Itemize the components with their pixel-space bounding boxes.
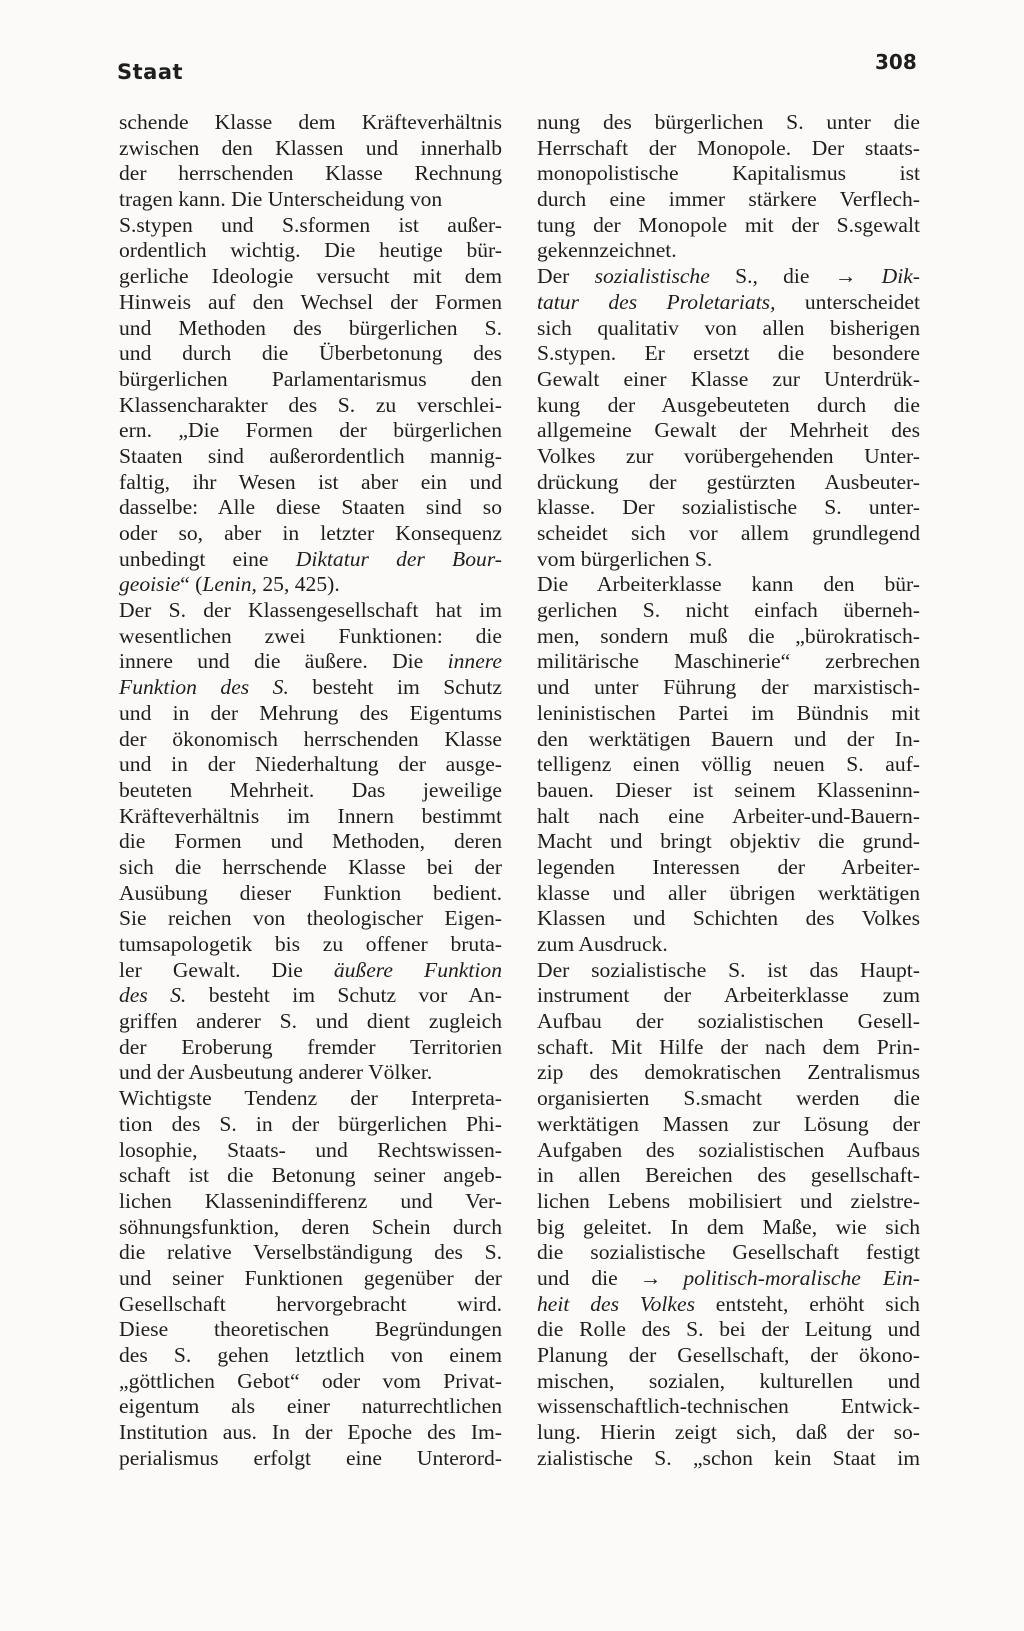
line-text: organisierten S.smacht werden die (537, 1086, 920, 1111)
line-text: 25, 425). (256, 572, 340, 597)
text-column-left (119, 110, 502, 1471)
text-line (537, 906, 920, 932)
text-line (119, 290, 502, 316)
line-text: Klassen und Schichten des Volkes (537, 906, 920, 931)
emphasis-text: des S. (119, 983, 187, 1008)
text-line (537, 1112, 920, 1138)
text-line (537, 1009, 920, 1035)
text-line (119, 752, 502, 778)
text-line (119, 547, 502, 573)
line-text: perialismus erfolgt eine Unterord- (119, 1445, 502, 1470)
text-line (537, 264, 920, 290)
text-line (537, 727, 920, 753)
line-text: Aufgaben des sozialistischen Aufbaus (537, 1137, 920, 1162)
line-text: telligenz einen völlig neuen S. auf- (537, 752, 920, 777)
text-line (537, 1394, 920, 1420)
text-line (119, 238, 502, 264)
line-text: gerliche Ideologie versucht mit dem (119, 264, 502, 289)
text-line (119, 136, 502, 162)
text-line (119, 778, 502, 804)
line-text: losophie, Staats- und Rechtswissen- (119, 1137, 502, 1162)
line-text: vom bürgerlichen S. (537, 546, 713, 571)
line-text: bauen. Dieser ist seinem Klasseninn- (537, 777, 920, 802)
line-text: den werktätigen Bauern und der In- (537, 726, 920, 751)
text-line (537, 983, 920, 1009)
line-text: klasse und aller übrigen werktätigen (537, 880, 920, 905)
text-line (537, 1343, 920, 1369)
line-text: des S. gehen letztlich von einem (119, 1343, 502, 1367)
text-line (537, 290, 920, 316)
line-text: griffen anderer S. und dient zugleich (119, 1009, 502, 1034)
text-line (537, 1266, 920, 1292)
line-text: schaft ist die Betonung seiner angeb- (119, 1163, 502, 1188)
text-line (119, 649, 502, 675)
text-line (119, 341, 502, 367)
text-line (537, 444, 920, 470)
line-text: schende Klasse dem Kräfteverhältnis (119, 110, 502, 134)
line-text: ler Gewalt. Die (119, 957, 334, 982)
text-line (119, 1394, 502, 1420)
line-text: wesentlichen zwei Funktionen: die (119, 623, 502, 648)
line-text: besteht im Schutz (288, 675, 502, 700)
text-line (537, 1086, 920, 1112)
text-line (119, 881, 502, 907)
line-text: bürgerlichen Parlamentarismus den (119, 366, 502, 391)
running-head: Staat (117, 60, 184, 84)
text-line (119, 367, 502, 393)
text-column-right (537, 110, 920, 1471)
line-text: Sie reichen von theologischer Eigen- (119, 906, 502, 931)
line-text: lichen Klassenindifferenz und Ver- (119, 1188, 502, 1213)
text-line (119, 161, 502, 187)
text-line (537, 418, 920, 444)
line-text: und der Ausbeutung anderer Völker. (119, 1060, 433, 1085)
line-text: ordentlich wichtig. Die heutige bür- (119, 238, 502, 263)
line-text: die Rolle des S. bei der Leitung und (537, 1317, 920, 1342)
line-text: und unter Führung der marxistisch- (537, 675, 920, 700)
line-text: Die Arbeiterklasse kann den bür- (537, 572, 920, 597)
text-line (537, 1163, 920, 1189)
line-text: tion des S. in der bürgerlichen Phi- (119, 1111, 502, 1136)
text-line (537, 1369, 920, 1395)
line-text: Macht und bringt objektiv die grund- (537, 829, 920, 854)
text-line (537, 187, 920, 213)
text-line (119, 804, 502, 830)
line-text: Institution aus. In der Epoche des Im- (119, 1420, 502, 1445)
emphasis-text: Dik- (881, 264, 920, 289)
line-text: Klassencharakter des S. zu verschlei- (119, 392, 502, 417)
line-text: men, sondern muß die „bürokratisch- (537, 623, 920, 648)
text-line (119, 1317, 502, 1343)
line-text: oder so, aber in letzter Konsequenz (119, 521, 502, 545)
text-line (119, 1215, 502, 1241)
text-line (119, 1060, 502, 1086)
emphasis-text: äußere Funktion (333, 957, 502, 982)
text-line (119, 1292, 502, 1318)
line-text: “ ( (180, 572, 203, 597)
text-line (537, 1060, 920, 1086)
text-line (119, 983, 502, 1009)
line-text: die relative Verselbständigung des S. (119, 1240, 502, 1265)
text-line (119, 1446, 502, 1472)
text-line (537, 624, 920, 650)
emphasis-text: Lenin, (202, 572, 257, 597)
text-line (119, 572, 502, 598)
text-line (119, 727, 502, 753)
line-text: dasselbe: Alle diese Staaten sind so (119, 495, 502, 520)
line-text: tragen kann. Die Unterscheidung von (119, 187, 443, 212)
line-text: klasse. Der sozialistische S. unter- (537, 495, 920, 520)
line-text: kung der Ausgebeuteten durch die (537, 392, 920, 417)
line-text: und durch die Überbetonung des (119, 341, 502, 366)
text-line (537, 547, 920, 573)
line-text: innere und die äußere. Die (119, 649, 448, 674)
line-text: monopolistische Kapitalismus ist (537, 161, 920, 186)
line-text: scheidet sich vor allem grundlegend (537, 521, 920, 545)
emphasis-text: heit des Volkes (537, 1291, 695, 1316)
text-line (119, 521, 502, 547)
line-text: ern. „Die Formen der bürgerlichen (119, 418, 502, 443)
line-text: werktätigen Massen zur Lösung der (537, 1111, 920, 1136)
text-line (537, 804, 920, 830)
text-line (119, 932, 502, 958)
line-text: nung des bürgerlichen S. unter die (537, 110, 920, 134)
line-text: zialistische S. „schon kein Staat im (537, 1445, 920, 1470)
emphasis-text: Diktatur der Bour- (295, 546, 502, 571)
line-text: und Methoden des bürgerlichen S. (119, 315, 502, 340)
text-line (537, 958, 920, 984)
text-line (537, 675, 920, 701)
text-line (119, 1009, 502, 1035)
line-text: zwischen den Klassen und innerhalb (119, 135, 502, 160)
line-text: durch eine immer stärkere Verflech- (537, 187, 920, 212)
text-line (537, 521, 920, 547)
text-line (119, 1343, 502, 1369)
line-text: besteht im Schutz vor An- (186, 983, 502, 1008)
text-line (537, 598, 920, 624)
text-line (537, 649, 920, 675)
text-line (537, 1215, 920, 1241)
line-text: beuteten Mehrheit. Das jeweilige (119, 777, 502, 802)
text-line (119, 829, 502, 855)
line-text: leninistischen Partei im Bündnis mit (537, 700, 920, 725)
text-line (537, 110, 920, 136)
line-text: und in der Mehrung des Eigentums (119, 700, 502, 725)
text-line (119, 1240, 502, 1266)
line-text: gekennzeichnet. (537, 238, 677, 263)
text-line (537, 495, 920, 521)
line-text: sich qualitativ von allen bisherigen (537, 315, 920, 340)
text-line (537, 136, 920, 162)
line-text: legenden Interessen der Arbeiter- (537, 854, 920, 879)
line-text: big geleitet. In dem Maße, wie sich (537, 1214, 920, 1239)
line-text: die Formen und Methoden, deren (119, 829, 502, 854)
text-line (537, 881, 920, 907)
text-line (119, 1086, 502, 1112)
text-line (119, 1420, 502, 1446)
line-text: der herrschenden Klasse Rechnung (119, 161, 502, 186)
text-line (119, 470, 502, 496)
emphasis-text: sozialistische (594, 264, 710, 289)
text-line (537, 238, 920, 264)
line-text: S., die → (709, 264, 882, 289)
line-text: faltig, ihr Wesen ist aber ein und (119, 469, 502, 494)
text-line (537, 778, 920, 804)
line-text: der Eroberung fremder Territorien (119, 1034, 502, 1059)
text-line (537, 1317, 920, 1343)
line-text: eigentum als einer naturrechtlichen (119, 1394, 502, 1419)
line-text: Herrschaft der Monopole. Der staats- (537, 135, 920, 160)
text-line (119, 701, 502, 727)
text-line (537, 855, 920, 881)
text-line (537, 316, 920, 342)
line-text: Wichtigste Tendenz der Interpreta- (119, 1086, 502, 1111)
text-line (537, 1240, 920, 1266)
text-line (119, 1138, 502, 1164)
text-line (119, 675, 502, 701)
text-line (119, 418, 502, 444)
text-line (537, 829, 920, 855)
line-text: Kräfteverhältnis im Innern bestimmt (119, 803, 502, 828)
line-text: in allen Bereichen des gesellschaft- (537, 1163, 920, 1188)
text-line (537, 470, 920, 496)
line-text: Volkes zur vorübergehenden Unter- (537, 443, 920, 468)
line-text: die sozialistische Gesellschaft festigt (537, 1240, 920, 1265)
text-line (119, 1035, 502, 1061)
line-text: wissenschaftlich-technischen Entwick- (537, 1394, 920, 1419)
page-number: 308 (875, 50, 917, 74)
text-line (537, 1292, 920, 1318)
line-text: militärische Maschinerie“ zerbrechen (537, 649, 920, 674)
line-text: gerlichen S. nicht einfach überneh- (537, 598, 920, 623)
line-text: sich die herrschende Klasse bei der (119, 854, 502, 879)
text-line (119, 393, 502, 419)
line-text: unterscheidet (775, 289, 920, 314)
text-line (537, 1420, 920, 1446)
line-text: Hinweis auf den Wechsel der Formen (119, 289, 502, 314)
emphasis-text: geoisie (119, 572, 181, 597)
emphasis-text: politisch-moralische Ein- (683, 1265, 920, 1290)
line-text: tumsapologetik bis zu offener bruta- (119, 932, 502, 956)
line-text: tung der Monopole mit der S.sgewalt (537, 212, 920, 237)
text-line (537, 1138, 920, 1164)
text-line (537, 367, 920, 393)
line-text: Gesellschaft hervorgebracht wird. (119, 1291, 502, 1316)
line-text: Gewalt einer Klasse zur Unterdrük- (537, 366, 920, 391)
line-text: mischen, sozialen, kulturellen und (537, 1368, 920, 1393)
text-line (119, 855, 502, 881)
line-text: zip des demokratischen Zentralismus (537, 1060, 920, 1085)
line-text: Staaten sind außerordentlich mannig- (119, 443, 502, 468)
line-text: allgemeine Gewalt der Mehrheit des (537, 418, 920, 443)
text-line (119, 316, 502, 342)
text-line (119, 444, 502, 470)
line-text: „göttlichen Gebot“ oder vom Privat- (119, 1368, 502, 1393)
line-text: Planung der Gesellschaft, der ökono- (537, 1343, 920, 1367)
text-line (119, 1266, 502, 1292)
line-text: Aufbau der sozialistischen Gesell- (537, 1009, 920, 1034)
text-line (537, 213, 920, 239)
text-line (119, 264, 502, 290)
line-text: instrument der Arbeiterklasse zum (537, 983, 920, 1008)
text-line (537, 1035, 920, 1061)
text-line (537, 393, 920, 419)
line-text: zum Ausdruck. (537, 932, 668, 956)
line-text: der ökonomisch herrschenden Klasse (119, 726, 502, 751)
emphasis-text: innere (447, 649, 502, 674)
text-line (537, 1446, 920, 1472)
text-line (119, 1163, 502, 1189)
text-line (119, 958, 502, 984)
line-text: Der sozialistische S. ist das Haupt- (537, 957, 920, 982)
line-text: S.stypen. Er ersetzt die besondere (537, 341, 920, 366)
line-text: Der (537, 264, 595, 289)
line-text: lichen Lebens mobilisiert und zielstre- (537, 1188, 920, 1213)
text-line (537, 572, 920, 598)
line-text: halt nach eine Arbeiter-und-Bauern- (537, 803, 920, 828)
text-line (537, 932, 920, 958)
emphasis-text: tatur des Proletariats, (537, 289, 776, 314)
line-text: lung. Hierin zeigt sich, daß der so- (537, 1420, 920, 1445)
line-text: Der S. der Klassengesellschaft hat im (119, 598, 502, 623)
line-text: schaft. Mit Hilfe der nach dem Prin- (537, 1034, 920, 1059)
text-line (537, 161, 920, 187)
text-line (119, 598, 502, 624)
line-text: S.stypen und S.sformen ist außer- (119, 212, 502, 237)
line-text: und die → (537, 1265, 684, 1290)
line-text: und in der Niederhaltung der ausge- (119, 752, 502, 777)
text-line (537, 1189, 920, 1215)
text-line (119, 1369, 502, 1395)
text-line (537, 341, 920, 367)
text-line (119, 906, 502, 932)
text-line (119, 1112, 502, 1138)
line-text: Diese theoretischen Begründungen (119, 1317, 502, 1342)
text-line (119, 110, 502, 136)
text-line (119, 187, 502, 213)
line-text: drückung der gestürzten Ausbeuter- (537, 469, 920, 494)
line-text: unbedingt eine (119, 546, 296, 571)
text-line (119, 1189, 502, 1215)
line-text: Ausübung dieser Funktion bedient. (119, 880, 502, 905)
text-line (537, 752, 920, 778)
text-line (119, 213, 502, 239)
text-line (119, 495, 502, 521)
emphasis-text: Funktion des S. (119, 675, 289, 700)
line-text: söhnungsfunktion, deren Schein durch (119, 1214, 502, 1239)
text-line (537, 701, 920, 727)
text-line (119, 624, 502, 650)
line-text: entsteht, erhöht sich (694, 1291, 920, 1316)
line-text: und seiner Funktionen gegenüber der (119, 1265, 502, 1290)
